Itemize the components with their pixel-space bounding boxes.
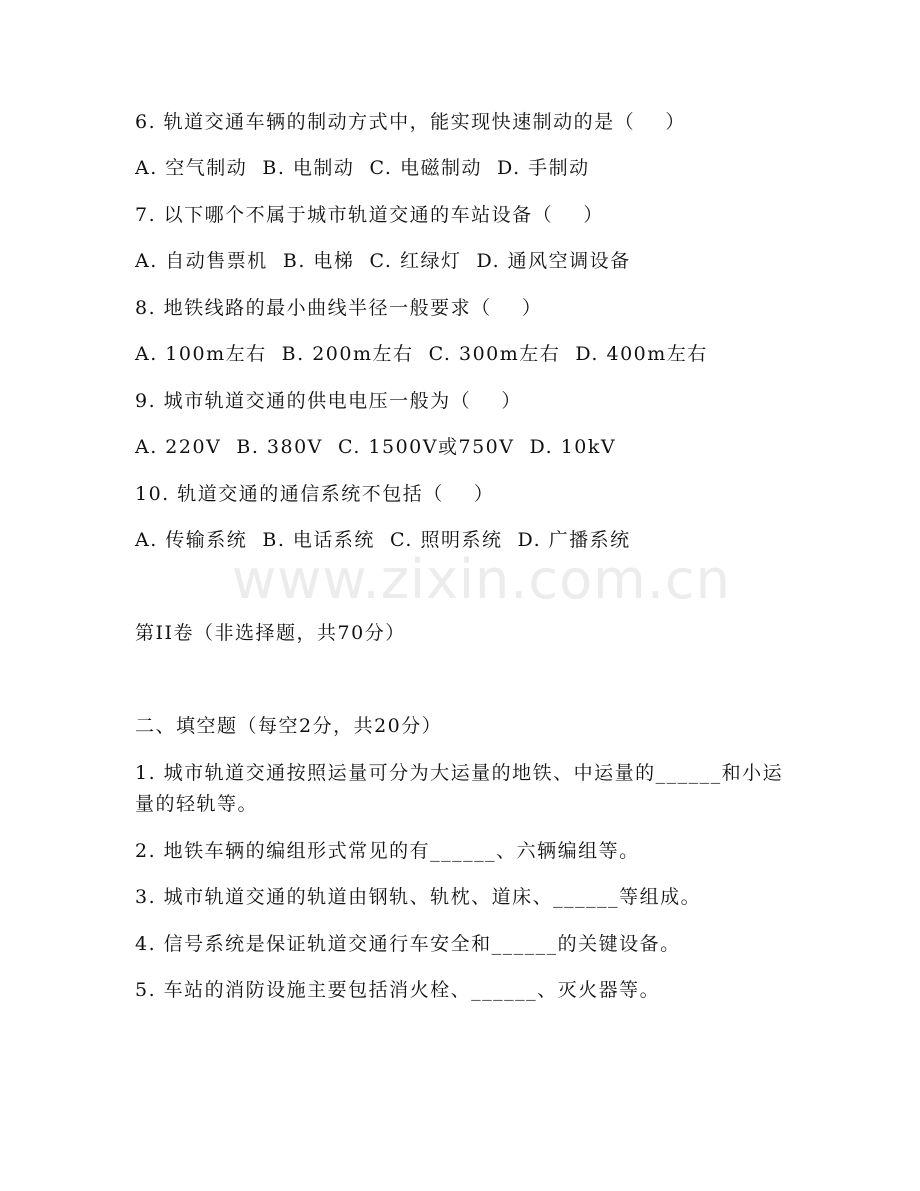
watermark: www.zixin.com.cn xyxy=(232,548,731,611)
question-8-options: A. 100m左右 B. 200m左右 C. 300m左右 D. 400m左右 xyxy=(135,343,708,365)
question-10-stem: 10. 轨道交通的通信系统不包括（ ） xyxy=(135,483,495,505)
question-9-options: A. 220V B. 380V C. 1500V或750V D. 10kV xyxy=(135,436,617,458)
question-6-options: A. 空气制动 B. 电制动 C. 电磁制动 D. 手制动 xyxy=(135,157,590,179)
question-8-stem: 8. 地铁线路的最小曲线半径一般要求（ ） xyxy=(135,297,543,319)
question-9-stem: 9. 城市轨道交通的供电电压一般为（ ） xyxy=(135,390,522,412)
fill-item-1: 1. 城市轨道交通按照运量可分为大运量的地铁、中运量的______和小运量的轻轨等。 xyxy=(135,762,784,815)
fill-item-2: 2. 地铁车辆的编组形式常见的有______、六辆编组等。 xyxy=(135,840,640,862)
fill-heading: 二、填空题（每空2分，共20分） xyxy=(135,715,443,737)
question-7-stem: 7. 以下哪个不属于城市轨道交通的车站设备（ ） xyxy=(135,204,604,226)
fill-item-4: 4. 信号系统是保证轨道交通行车安全和______的关键设备。 xyxy=(135,933,681,955)
question-7-options: A. 自动售票机 B. 电梯 C. 红绿灯 D. 通风空调设备 xyxy=(135,250,631,272)
fill-item-5: 5. 车站的消防设施主要包括消火栓、______、灭火器等。 xyxy=(135,979,661,1001)
question-10-options: A. 传输系统 B. 电话系统 C. 照明系统 D. 广播系统 xyxy=(135,529,631,551)
fill-item-3: 3. 城市轨道交通的轨道由钢轨、轨枕、道床、______等组成。 xyxy=(135,886,702,908)
question-6-stem: 6. 轨道交通车辆的制动方式中，能实现快速制动的是（ ） xyxy=(135,111,686,133)
section-title: 第II卷（非选择题，共70分） xyxy=(135,622,406,644)
